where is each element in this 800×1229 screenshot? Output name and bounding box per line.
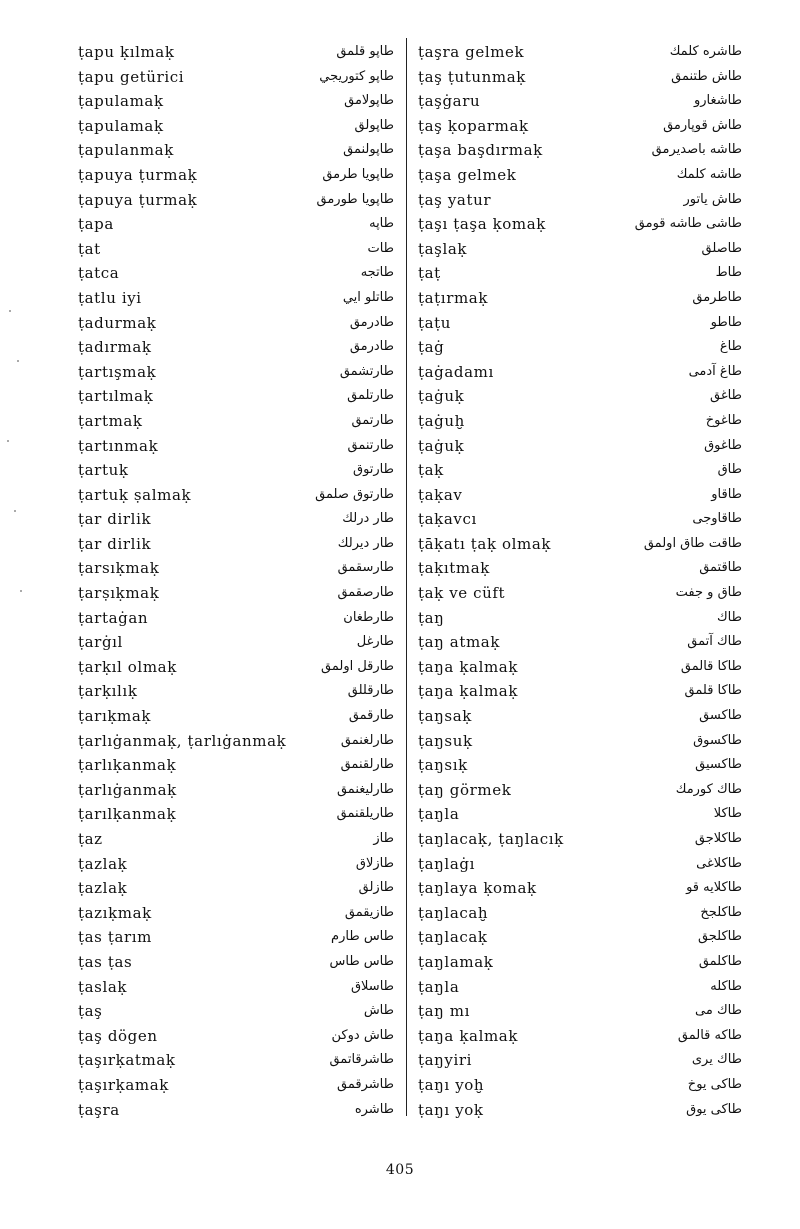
- entry-transliteration: ṭapulamaḳ: [78, 116, 164, 135]
- entry-arabic-script: طازلاق: [355, 855, 394, 871]
- entry-transliteration: ṭāḳatı ṭaḳ olmaḳ: [418, 534, 552, 553]
- entry-transliteration: ṭaslaḳ: [78, 977, 128, 996]
- entry-transliteration: ṭatca: [78, 264, 120, 283]
- entry-row: [78, 1048, 398, 1073]
- entry-row: [418, 925, 748, 950]
- entry-transliteration: ṭaŋla: [418, 805, 460, 824]
- entry-row: [418, 1098, 748, 1123]
- entry-arabic-script: طارتنمق: [347, 437, 394, 453]
- entry-arabic-script: طار ديرلك: [337, 535, 394, 551]
- entry-transliteration: ṭaŋ görmek: [418, 780, 512, 799]
- entry-transliteration: ṭaŋsıḳ: [418, 756, 468, 775]
- entry-row: [418, 409, 748, 434]
- entry-transliteration: ṭadurmaḳ: [78, 313, 157, 332]
- entry-arabic-script: طارقللق: [347, 683, 394, 699]
- entry-arabic-script: طاكلجخ: [700, 904, 742, 920]
- entry-transliteration: ṭarıḳmaḳ: [78, 707, 152, 726]
- entry-row: [418, 876, 748, 901]
- entry-row: [78, 261, 398, 286]
- entry-transliteration: ṭaḳıtmaḳ: [418, 559, 490, 578]
- entry-row: [78, 679, 398, 704]
- entry-arabic-script: طاش: [363, 1003, 394, 1019]
- entry-row: [418, 458, 748, 483]
- entry-arabic-script: طاق و جفت: [675, 585, 742, 601]
- entry-transliteration: ṭaş dögen: [78, 1026, 158, 1045]
- entry-row: [78, 237, 398, 262]
- entry-transliteration: ṭapulanmaḳ: [78, 141, 174, 160]
- entry-row: [418, 483, 748, 508]
- entry-arabic-script: طاتجه: [360, 265, 394, 281]
- entry-arabic-script: طاكسيق: [695, 757, 742, 773]
- entry-arabic-script: طاقاو: [711, 486, 742, 502]
- entry-transliteration: ṭartmaḳ: [78, 411, 143, 430]
- entry-arabic-script: طاشه باصديرمق: [651, 142, 742, 158]
- entry-arabic-script: طادرمق: [349, 339, 394, 355]
- entry-row: [78, 40, 398, 65]
- entry-arabic-script: طاقت طاق اولمق: [643, 535, 742, 551]
- entry-row: [78, 802, 398, 827]
- entry-arabic-script: طازيقمق: [344, 904, 394, 920]
- entry-transliteration: ṭat: [78, 239, 101, 258]
- entry-row: [78, 212, 398, 237]
- entry-transliteration: ṭaŋlacaḫ: [418, 903, 489, 922]
- entry-arabic-script: طاپولق: [354, 117, 394, 133]
- entry-row: [418, 212, 748, 237]
- entry-transliteration: ṭar dirlik: [78, 510, 152, 529]
- entry-transliteration: ṭaġadamı: [418, 362, 494, 381]
- entry-row: [78, 65, 398, 90]
- entry-transliteration: ṭarlıġanmaḳ: [78, 780, 177, 799]
- entry-arabic-script: طارتوق صلمق: [315, 486, 394, 502]
- entry-transliteration: ṭaŋı yoḳ: [418, 1100, 484, 1119]
- entry-arabic-script: طاس طارم: [331, 929, 394, 945]
- entry-transliteration: ṭaş ṭutunmaḳ: [418, 67, 526, 86]
- entry-arabic-script: طاشرقاتمق: [329, 1052, 394, 1068]
- entry-arabic-script: طاش ياتور: [683, 191, 742, 207]
- left-column: [78, 40, 398, 1122]
- entry-transliteration: ṭaşı ṭaşa ḳomaḳ: [418, 215, 546, 234]
- entry-arabic-script: طارقمق: [348, 708, 394, 724]
- entry-row: [78, 114, 398, 139]
- entry-row: [418, 507, 748, 532]
- entry-arabic-script: طارتوق: [352, 462, 394, 478]
- entry-row: [78, 556, 398, 581]
- entry-row: [78, 778, 398, 803]
- entry-arabic-script: طاق: [717, 462, 742, 478]
- entry-transliteration: ṭaṭ: [418, 264, 441, 283]
- entry-arabic-script: طاش قوپارمق: [663, 117, 742, 133]
- entry-arabic-script: طاكلايه قو: [686, 880, 742, 896]
- entry-arabic-script: طاكلاغى: [696, 855, 742, 871]
- entry-row: [418, 335, 748, 360]
- entry-row: [78, 434, 398, 459]
- entry-transliteration: ṭaşa gelmek: [418, 165, 517, 184]
- entry-row: [418, 40, 748, 65]
- entry-arabic-script: طاطرمق: [692, 289, 742, 305]
- entry-transliteration: ṭaşlaḳ: [418, 239, 468, 258]
- entry-row: [78, 704, 398, 729]
- entry-row: [78, 89, 398, 114]
- entry-row: [78, 581, 398, 606]
- entry-row: [418, 606, 748, 631]
- entry-row: [418, 581, 748, 606]
- entry-row: [78, 138, 398, 163]
- entry-transliteration: ṭatlu iyi: [78, 288, 142, 307]
- entry-transliteration: ṭaŋlamaḳ: [418, 952, 494, 971]
- entry-arabic-script: طاشرقمق: [337, 1076, 394, 1092]
- entry-arabic-script: طاكا قلمق: [684, 683, 742, 699]
- entry-transliteration: ṭartılmaḳ: [78, 387, 154, 406]
- entry-row: [78, 483, 398, 508]
- entry-transliteration: ṭaġuḫ: [418, 411, 465, 430]
- entry-row: [78, 925, 398, 950]
- entry-row: [418, 975, 748, 1000]
- entry-arabic-script: طاپو كتوريجي: [319, 68, 394, 84]
- entry-arabic-script: طاشغارو: [694, 93, 742, 109]
- entry-transliteration: ṭarsıḳmaḳ: [78, 559, 160, 578]
- entry-transliteration: ṭarḳılıḳ: [78, 682, 138, 701]
- entry-arabic-script: طاكسوق: [693, 732, 742, 748]
- entry-row: [418, 1048, 748, 1073]
- entry-arabic-script: طاغوق: [704, 437, 742, 453]
- entry-row: [78, 286, 398, 311]
- entry-row: [418, 630, 748, 655]
- entry-arabic-script: طارطغان: [343, 609, 394, 625]
- entry-arabic-script: طاغ آدمى: [688, 363, 742, 379]
- entry-transliteration: ṭaġuḳ: [418, 436, 465, 455]
- entry-arabic-script: طاكلجق: [697, 929, 742, 945]
- entry-row: [78, 458, 398, 483]
- entry-row: [418, 261, 748, 286]
- entry-arabic-script: طاش طتنمق: [671, 68, 742, 84]
- entry-transliteration: ṭaşa başdırmaḳ: [418, 141, 543, 160]
- entry-row: [78, 311, 398, 336]
- entry-transliteration: ṭaŋa ḳalmaḳ: [418, 682, 519, 701]
- entry-transliteration: ṭaḳ ve cüft: [418, 584, 506, 603]
- entry-row: [418, 188, 748, 213]
- entry-transliteration: ṭaŋ mı: [418, 1002, 471, 1021]
- scan-specks: [5, 300, 35, 700]
- entry-row: [418, 360, 748, 385]
- entry-transliteration: ṭaġuḳ: [418, 387, 465, 406]
- entry-arabic-script: طاپويا طورمق: [316, 191, 394, 207]
- entry-transliteration: ṭaşırḳatmaḳ: [78, 1051, 176, 1070]
- entry-arabic-script: طارغل: [356, 634, 394, 650]
- entry-arabic-script: طاك يرى: [691, 1052, 742, 1068]
- entry-row: [78, 975, 398, 1000]
- entry-transliteration: ṭaşra: [78, 1100, 120, 1119]
- entry-transliteration: ṭas ṭas: [78, 952, 133, 971]
- entry-transliteration: ṭapu getürici: [78, 67, 185, 86]
- entry-transliteration: ṭaz: [78, 830, 103, 848]
- entry-transliteration: ṭaŋa ḳalmaḳ: [418, 657, 519, 676]
- entry-transliteration: ṭaş: [78, 1002, 103, 1021]
- entry-arabic-script: طاكلا: [713, 806, 742, 822]
- entry-transliteration: ṭartaġan: [78, 608, 149, 627]
- entry-transliteration: ṭaŋlaġı: [418, 854, 475, 873]
- entry-transliteration: ṭaŋlaya ḳomaḳ: [418, 879, 537, 898]
- entry-transliteration: ṭarılḳanmaḳ: [78, 805, 177, 824]
- entry-arabic-script: طاط: [715, 265, 742, 281]
- entry-transliteration: ṭadırmaḳ: [78, 338, 152, 357]
- entry-arabic-script: طارليغنمق: [336, 781, 394, 797]
- entry-row: [78, 384, 398, 409]
- entry-row: [78, 753, 398, 778]
- entry-arabic-script: طاقاوجى: [692, 511, 742, 527]
- entry-row: [78, 901, 398, 926]
- entry-row: [418, 704, 748, 729]
- entry-row: [78, 1098, 398, 1123]
- entry-transliteration: ṭarḳıl olmaḳ: [78, 657, 177, 676]
- entry-transliteration: ṭaş ḳoparmaḳ: [418, 116, 529, 135]
- entry-transliteration: ṭaḳ: [418, 461, 444, 480]
- entry-transliteration: ṭaṭu: [418, 313, 452, 332]
- entry-arabic-script: طاپولامق: [344, 93, 394, 109]
- entry-arabic-script: طارلقنمق: [340, 757, 394, 773]
- entry-transliteration: ṭaŋsaḳ: [418, 707, 472, 726]
- entry-arabic-script: طاريلقنمق: [336, 806, 394, 822]
- entry-arabic-script: طاتلو ايي: [342, 289, 394, 305]
- entry-transliteration: ṭaŋı yoḫ: [418, 1075, 485, 1094]
- entry-transliteration: ṭaŋsuḳ: [418, 731, 473, 750]
- entry-row: [418, 286, 748, 311]
- entry-transliteration: ṭartuḳ ṣalmaḳ: [78, 485, 192, 504]
- entry-transliteration: ṭaŋla: [418, 977, 460, 996]
- entry-row: [78, 335, 398, 360]
- entry-arabic-script: طارتمق: [351, 412, 394, 428]
- entry-arabic-script: طاك آتمق: [687, 634, 742, 650]
- entry-row: [418, 1073, 748, 1098]
- entry-arabic-script: طاغ: [719, 339, 742, 355]
- entry-arabic-script: طارقل اولمق: [321, 658, 394, 674]
- entry-arabic-script: طادرمق: [349, 314, 394, 330]
- entry-arabic-script: طاكا قالمق: [680, 658, 742, 674]
- entry-arabic-script: طاصلق: [701, 240, 742, 256]
- entry-row: [418, 655, 748, 680]
- entry-arabic-script: طاغق: [710, 388, 742, 404]
- entry-row: [418, 532, 748, 557]
- entry-transliteration: ṭazlaḳ: [78, 854, 128, 873]
- entry-row: [418, 778, 748, 803]
- entry-row: [418, 802, 748, 827]
- entry-transliteration: ṭapa: [78, 215, 114, 234]
- entry-arabic-script: طاطو: [710, 314, 742, 330]
- entry-row: [418, 852, 748, 877]
- entry-arabic-script: طاغوخ: [705, 412, 742, 428]
- entry-row: [418, 89, 748, 114]
- entry-arabic-script: طارسقمق: [337, 560, 394, 576]
- entry-arabic-script: طاز: [373, 831, 394, 846]
- entry-arabic-script: طاپولنمق: [343, 142, 394, 158]
- entry-arabic-script: طاكه قالمق: [677, 1027, 742, 1043]
- entry-transliteration: ṭaŋlacaḳ: [418, 928, 488, 947]
- entry-row: [78, 852, 398, 877]
- entry-row: [418, 114, 748, 139]
- entry-arabic-script: طار درلك: [342, 511, 394, 527]
- entry-transliteration: ṭaşġaru: [418, 92, 481, 111]
- entry-row: [418, 556, 748, 581]
- entry-arabic-script: طاپويا طرمق: [322, 166, 394, 182]
- entry-transliteration: ṭaşırḳamaḳ: [78, 1075, 169, 1094]
- entry-transliteration: ṭapu ḳılmaḳ: [78, 43, 175, 61]
- entry-row: [78, 163, 398, 188]
- entry-arabic-script: طاشه كلمك: [676, 166, 742, 182]
- entry-arabic-script: طاكى يوق: [686, 1101, 742, 1117]
- entry-transliteration: ṭapuya ṭurmaḳ: [78, 165, 198, 184]
- entry-arabic-script: طاكى يوخ: [687, 1076, 742, 1092]
- entry-row: [418, 384, 748, 409]
- entry-transliteration: ṭaşra gelmek: [418, 43, 525, 61]
- entry-row: [78, 606, 398, 631]
- right-column: [418, 40, 748, 1122]
- entry-arabic-script: طاشره: [354, 1101, 394, 1117]
- entry-row: [78, 1073, 398, 1098]
- entry-row: [78, 360, 398, 385]
- entry-arabic-script: طاس طاس: [329, 953, 394, 969]
- entry-row: [418, 753, 748, 778]
- entry-transliteration: ṭaġ: [418, 338, 445, 357]
- entry-row: [418, 950, 748, 975]
- entry-row: [418, 237, 748, 262]
- entry-arabic-script: طاش دوكن: [331, 1027, 394, 1043]
- entry-transliteration: ṭarṣıḳmaḳ: [78, 584, 160, 603]
- entry-transliteration: ṭarġıl: [78, 633, 123, 652]
- entry-arabic-script: طاسلاق: [350, 978, 394, 994]
- entry-transliteration: ṭazlaḳ: [78, 879, 128, 898]
- entry-row: [78, 950, 398, 975]
- entry-row: [78, 876, 398, 901]
- entry-arabic-script: طاك كورمك: [675, 781, 742, 797]
- entry-row: [418, 679, 748, 704]
- entry-row: [78, 409, 398, 434]
- column-divider: [406, 38, 407, 1116]
- entry-row: [78, 655, 398, 680]
- entry-row: [418, 65, 748, 90]
- page-number: 405: [385, 1162, 415, 1178]
- entry-row: [418, 999, 748, 1024]
- entry-arabic-script: طاكلاجق: [694, 831, 742, 846]
- entry-transliteration: ṭaŋa ḳalmaḳ: [418, 1026, 519, 1045]
- entry-row: [418, 163, 748, 188]
- entry-arabic-script: طارلغنمق: [340, 732, 394, 748]
- entry-transliteration: ṭarlıġanmaḳ, ṭarlıġanmaḳ: [78, 731, 287, 750]
- entry-row: [78, 188, 398, 213]
- entry-arabic-script: طاشى طاشه قومق: [634, 216, 742, 232]
- entry-arabic-script: طات: [367, 240, 394, 256]
- entry-arabic-script: طاك مى: [695, 1003, 742, 1019]
- entry-transliteration: ṭartınmaḳ: [78, 436, 159, 455]
- entry-transliteration: ṭas ṭarım: [78, 928, 152, 947]
- entry-transliteration: ṭazıḳmaḳ: [78, 903, 152, 922]
- entry-transliteration: ṭaŋyiri: [418, 1051, 473, 1070]
- entry-row: [78, 532, 398, 557]
- entry-row: [418, 138, 748, 163]
- entry-arabic-script: طاقتمق: [699, 560, 742, 576]
- entry-transliteration: ṭaŋlacaḳ, ṭaŋlacıḳ: [418, 830, 564, 848]
- entry-transliteration: ṭaş yatur: [418, 190, 492, 209]
- entry-transliteration: ṭapulamaḳ: [78, 92, 164, 111]
- entry-arabic-script: طاشره كلمك: [669, 44, 742, 59]
- entry-transliteration: ṭarlıḳanmaḳ: [78, 756, 177, 775]
- entry-row: [418, 311, 748, 336]
- entry-arabic-script: طارتلمق: [347, 388, 394, 404]
- entry-row: [418, 1024, 748, 1049]
- entry-row: [418, 901, 748, 926]
- entry-arabic-script: طاكله: [710, 978, 742, 994]
- entry-transliteration: ṭapuya ṭurmaḳ: [78, 190, 198, 209]
- entry-arabic-script: طاكلمق: [698, 953, 742, 969]
- entry-row: [418, 434, 748, 459]
- entry-transliteration: ṭaḳav: [418, 485, 463, 504]
- entry-arabic-script: طاپو قلمق: [336, 44, 394, 59]
- entry-row: [78, 999, 398, 1024]
- entry-transliteration: ṭar dirlik: [78, 534, 152, 553]
- entry-transliteration: ṭaṭırmaḳ: [418, 288, 489, 307]
- entry-row: [78, 1024, 398, 1049]
- entry-transliteration: ṭaḳavcı: [418, 510, 477, 529]
- entry-arabic-script: طاپه: [369, 216, 394, 232]
- entry-row: [78, 827, 398, 852]
- entry-row: [78, 507, 398, 532]
- entry-transliteration: ṭartuḳ: [78, 461, 129, 480]
- entry-arabic-script: طاك: [716, 609, 742, 625]
- entry-arabic-script: طازلق: [358, 880, 394, 896]
- entry-row: [418, 729, 748, 754]
- entry-arabic-script: طاكسق: [699, 708, 742, 724]
- entry-transliteration: ṭartışmaḳ: [78, 362, 157, 381]
- entry-row: [78, 630, 398, 655]
- entry-transliteration: ṭaŋ atmaḳ: [418, 633, 501, 652]
- entry-transliteration: ṭaŋ: [418, 608, 445, 627]
- entry-arabic-script: طارتشمق: [339, 363, 394, 379]
- entry-row: [418, 827, 748, 852]
- entry-arabic-script: طارصقمق: [337, 585, 394, 601]
- entry-row: [78, 729, 398, 754]
